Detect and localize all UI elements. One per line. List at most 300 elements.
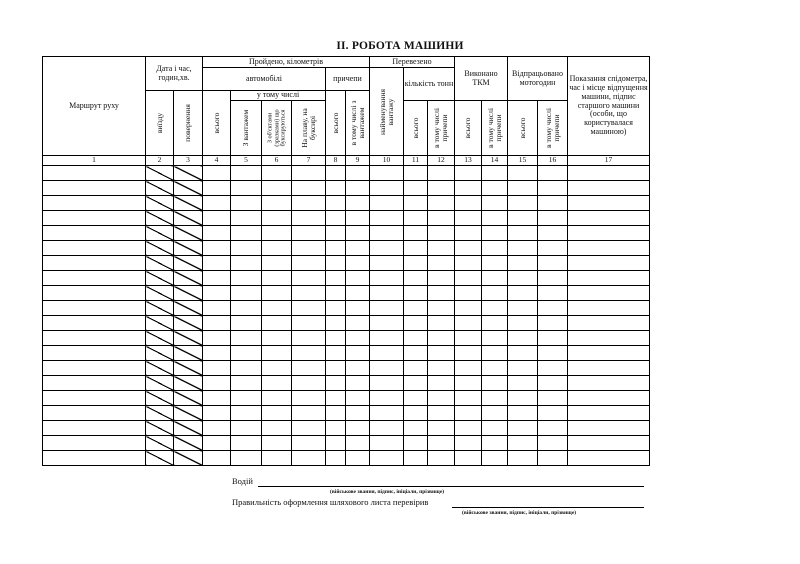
table-cell[interactable] <box>326 196 346 211</box>
table-cell[interactable] <box>538 286 568 301</box>
table-cell[interactable] <box>508 406 538 421</box>
table-cell[interactable] <box>568 211 650 226</box>
table-cell[interactable] <box>455 196 482 211</box>
table-cell[interactable] <box>326 166 346 181</box>
table-cell[interactable] <box>538 166 568 181</box>
table-cell[interactable] <box>292 196 326 211</box>
table-cell[interactable] <box>538 271 568 286</box>
table-cell[interactable] <box>508 256 538 271</box>
table-cell[interactable] <box>455 271 482 286</box>
table-cell[interactable] <box>482 226 508 241</box>
table-cell[interactable] <box>370 346 404 361</box>
table-cell[interactable] <box>326 181 346 196</box>
table-cell[interactable] <box>404 361 428 376</box>
table-cell[interactable] <box>482 166 508 181</box>
table-cell[interactable] <box>346 376 370 391</box>
table-cell[interactable] <box>568 406 650 421</box>
table-cell[interactable] <box>482 286 508 301</box>
table-cell[interactable] <box>292 331 326 346</box>
table-cell[interactable] <box>346 331 370 346</box>
table-cell[interactable] <box>370 436 404 451</box>
table-cell[interactable] <box>538 316 568 331</box>
table-cell[interactable] <box>538 361 568 376</box>
table-cell[interactable] <box>346 421 370 436</box>
table-cell[interactable] <box>482 316 508 331</box>
table-cell[interactable] <box>231 376 262 391</box>
table-cell[interactable] <box>568 376 650 391</box>
table-cell[interactable] <box>370 196 404 211</box>
table-cell[interactable] <box>346 196 370 211</box>
table-cell[interactable] <box>428 376 455 391</box>
table-cell[interactable] <box>326 376 346 391</box>
table-cell[interactable] <box>428 256 455 271</box>
table-cell[interactable] <box>346 166 370 181</box>
table-cell[interactable] <box>428 391 455 406</box>
table-cell[interactable] <box>326 436 346 451</box>
table-cell[interactable] <box>404 241 428 256</box>
table-cell[interactable] <box>482 256 508 271</box>
table-cell[interactable] <box>292 286 326 301</box>
table-cell[interactable] <box>370 391 404 406</box>
table-cell[interactable] <box>262 391 292 406</box>
table-cell[interactable] <box>482 196 508 211</box>
table-cell[interactable] <box>231 421 262 436</box>
table-cell[interactable] <box>370 376 404 391</box>
table-cell[interactable] <box>262 286 292 301</box>
table-cell[interactable] <box>203 181 231 196</box>
table-cell[interactable] <box>508 181 538 196</box>
table-cell[interactable] <box>538 406 568 421</box>
table-cell[interactable] <box>404 346 428 361</box>
table-cell[interactable] <box>568 346 650 361</box>
table-cell[interactable] <box>262 271 292 286</box>
table-cell[interactable] <box>428 211 455 226</box>
table-cell[interactable] <box>262 406 292 421</box>
table-cell[interactable] <box>203 316 231 331</box>
table-cell[interactable] <box>203 241 231 256</box>
table-cell[interactable] <box>508 301 538 316</box>
driver-signature-line[interactable] <box>258 486 644 487</box>
table-cell[interactable] <box>404 376 428 391</box>
table-cell[interactable] <box>326 211 346 226</box>
table-cell[interactable] <box>455 316 482 331</box>
table-cell[interactable] <box>455 421 482 436</box>
table-cell[interactable] <box>568 286 650 301</box>
table-cell[interactable] <box>43 451 146 466</box>
table-cell[interactable] <box>370 406 404 421</box>
table-cell[interactable] <box>538 241 568 256</box>
table-cell[interactable] <box>292 256 326 271</box>
table-cell[interactable] <box>346 241 370 256</box>
table-cell[interactable] <box>370 301 404 316</box>
table-cell[interactable] <box>404 271 428 286</box>
table-cell[interactable] <box>43 241 146 256</box>
table-cell[interactable] <box>43 166 146 181</box>
table-cell[interactable] <box>428 361 455 376</box>
table-cell[interactable] <box>346 271 370 286</box>
table-cell[interactable] <box>482 451 508 466</box>
table-cell[interactable] <box>231 391 262 406</box>
table-cell[interactable] <box>231 316 262 331</box>
table-cell[interactable] <box>292 211 326 226</box>
table-cell[interactable] <box>538 226 568 241</box>
table-cell[interactable] <box>326 421 346 436</box>
table-cell[interactable] <box>428 166 455 181</box>
table-cell[interactable] <box>292 166 326 181</box>
table-cell[interactable] <box>370 166 404 181</box>
table-cell[interactable] <box>370 361 404 376</box>
table-cell[interactable] <box>568 361 650 376</box>
table-cell[interactable] <box>231 406 262 421</box>
table-cell[interactable] <box>482 211 508 226</box>
table-cell[interactable] <box>203 391 231 406</box>
table-cell[interactable] <box>231 436 262 451</box>
table-cell[interactable] <box>326 361 346 376</box>
table-cell[interactable] <box>262 331 292 346</box>
table-cell[interactable] <box>43 181 146 196</box>
table-cell[interactable] <box>262 181 292 196</box>
table-cell[interactable] <box>538 421 568 436</box>
table-cell[interactable] <box>428 271 455 286</box>
table-cell[interactable] <box>370 451 404 466</box>
table-cell[interactable] <box>482 271 508 286</box>
table-cell[interactable] <box>203 361 231 376</box>
table-cell[interactable] <box>262 196 292 211</box>
table-cell[interactable] <box>43 226 146 241</box>
table-cell[interactable] <box>326 226 346 241</box>
table-cell[interactable] <box>455 226 482 241</box>
table-cell[interactable] <box>203 406 231 421</box>
table-cell[interactable] <box>568 256 650 271</box>
table-cell[interactable] <box>428 421 455 436</box>
table-cell[interactable] <box>231 226 262 241</box>
table-cell[interactable] <box>43 331 146 346</box>
table-cell[interactable] <box>455 301 482 316</box>
table-cell[interactable] <box>43 346 146 361</box>
table-cell[interactable] <box>482 421 508 436</box>
table-cell[interactable] <box>346 436 370 451</box>
table-cell[interactable] <box>231 451 262 466</box>
table-cell[interactable] <box>346 451 370 466</box>
table-cell[interactable] <box>203 166 231 181</box>
table-cell[interactable] <box>428 241 455 256</box>
table-cell[interactable] <box>231 346 262 361</box>
table-cell[interactable] <box>346 391 370 406</box>
table-cell[interactable] <box>231 166 262 181</box>
table-cell[interactable] <box>370 271 404 286</box>
table-cell[interactable] <box>370 256 404 271</box>
table-cell[interactable] <box>292 346 326 361</box>
table-cell[interactable] <box>482 346 508 361</box>
table-cell[interactable] <box>428 451 455 466</box>
table-cell[interactable] <box>455 436 482 451</box>
table-cell[interactable] <box>203 346 231 361</box>
table-cell[interactable] <box>404 181 428 196</box>
table-cell[interactable] <box>346 286 370 301</box>
table-cell[interactable] <box>568 196 650 211</box>
table-cell[interactable] <box>482 181 508 196</box>
table-cell[interactable] <box>404 196 428 211</box>
table-cell[interactable] <box>231 211 262 226</box>
table-cell[interactable] <box>568 241 650 256</box>
table-cell[interactable] <box>231 241 262 256</box>
table-cell[interactable] <box>326 391 346 406</box>
table-cell[interactable] <box>326 271 346 286</box>
table-cell[interactable] <box>428 196 455 211</box>
table-cell[interactable] <box>404 256 428 271</box>
table-cell[interactable] <box>326 406 346 421</box>
table-cell[interactable] <box>455 346 482 361</box>
table-cell[interactable] <box>203 226 231 241</box>
table-cell[interactable] <box>203 451 231 466</box>
table-cell[interactable] <box>538 391 568 406</box>
table-cell[interactable] <box>346 316 370 331</box>
table-cell[interactable] <box>262 301 292 316</box>
table-cell[interactable] <box>292 316 326 331</box>
table-cell[interactable] <box>538 346 568 361</box>
table-cell[interactable] <box>326 346 346 361</box>
table-cell[interactable] <box>203 421 231 436</box>
table-cell[interactable] <box>231 361 262 376</box>
table-cell[interactable] <box>292 436 326 451</box>
table-cell[interactable] <box>346 361 370 376</box>
table-cell[interactable] <box>43 196 146 211</box>
table-cell[interactable] <box>428 406 455 421</box>
table-cell[interactable] <box>568 421 650 436</box>
table-cell[interactable] <box>203 436 231 451</box>
table-cell[interactable] <box>428 346 455 361</box>
table-cell[interactable] <box>508 376 538 391</box>
table-cell[interactable] <box>404 211 428 226</box>
table-cell[interactable] <box>404 301 428 316</box>
table-cell[interactable] <box>292 406 326 421</box>
table-cell[interactable] <box>538 211 568 226</box>
table-cell[interactable] <box>370 286 404 301</box>
table-cell[interactable] <box>292 271 326 286</box>
table-cell[interactable] <box>508 316 538 331</box>
table-cell[interactable] <box>292 361 326 376</box>
table-cell[interactable] <box>262 376 292 391</box>
table-cell[interactable] <box>43 256 146 271</box>
table-cell[interactable] <box>455 451 482 466</box>
table-cell[interactable] <box>568 316 650 331</box>
table-cell[interactable] <box>568 271 650 286</box>
table-cell[interactable] <box>43 271 146 286</box>
table-cell[interactable] <box>508 331 538 346</box>
table-cell[interactable] <box>428 226 455 241</box>
table-cell[interactable] <box>292 301 326 316</box>
table-cell[interactable] <box>428 286 455 301</box>
checked-signature-line[interactable] <box>452 507 644 508</box>
table-cell[interactable] <box>482 331 508 346</box>
table-cell[interactable] <box>538 196 568 211</box>
table-cell[interactable] <box>568 331 650 346</box>
table-cell[interactable] <box>538 331 568 346</box>
table-cell[interactable] <box>43 376 146 391</box>
table-cell[interactable] <box>231 301 262 316</box>
table-cell[interactable] <box>231 286 262 301</box>
table-cell[interactable] <box>326 316 346 331</box>
table-cell[interactable] <box>203 256 231 271</box>
table-cell[interactable] <box>404 226 428 241</box>
table-cell[interactable] <box>370 316 404 331</box>
table-cell[interactable] <box>538 301 568 316</box>
table-cell[interactable] <box>292 226 326 241</box>
table-cell[interactable] <box>404 436 428 451</box>
table-cell[interactable] <box>568 226 650 241</box>
table-cell[interactable] <box>568 451 650 466</box>
table-cell[interactable] <box>455 376 482 391</box>
table-cell[interactable] <box>292 451 326 466</box>
table-cell[interactable] <box>203 331 231 346</box>
table-cell[interactable] <box>43 406 146 421</box>
table-cell[interactable] <box>455 391 482 406</box>
table-cell[interactable] <box>346 181 370 196</box>
table-cell[interactable] <box>508 211 538 226</box>
table-cell[interactable] <box>43 286 146 301</box>
table-cell[interactable] <box>326 286 346 301</box>
table-cell[interactable] <box>262 241 292 256</box>
table-cell[interactable] <box>262 256 292 271</box>
table-cell[interactable] <box>203 211 231 226</box>
table-cell[interactable] <box>262 166 292 181</box>
table-cell[interactable] <box>428 436 455 451</box>
table-cell[interactable] <box>262 361 292 376</box>
table-cell[interactable] <box>508 451 538 466</box>
table-cell[interactable] <box>568 301 650 316</box>
table-cell[interactable] <box>346 346 370 361</box>
table-cell[interactable] <box>404 406 428 421</box>
table-cell[interactable] <box>231 181 262 196</box>
table-cell[interactable] <box>538 181 568 196</box>
table-cell[interactable] <box>404 391 428 406</box>
table-cell[interactable] <box>231 271 262 286</box>
table-cell[interactable] <box>482 391 508 406</box>
table-cell[interactable] <box>346 301 370 316</box>
table-cell[interactable] <box>455 286 482 301</box>
table-cell[interactable] <box>292 421 326 436</box>
table-cell[interactable] <box>455 211 482 226</box>
table-cell[interactable] <box>538 376 568 391</box>
table-cell[interactable] <box>231 196 262 211</box>
table-cell[interactable] <box>482 406 508 421</box>
table-cell[interactable] <box>455 331 482 346</box>
table-cell[interactable] <box>538 436 568 451</box>
table-cell[interactable] <box>262 316 292 331</box>
table-cell[interactable] <box>428 181 455 196</box>
table-cell[interactable] <box>482 301 508 316</box>
table-cell[interactable] <box>455 241 482 256</box>
table-cell[interactable] <box>370 241 404 256</box>
table-cell[interactable] <box>370 331 404 346</box>
table-cell[interactable] <box>568 436 650 451</box>
table-cell[interactable] <box>568 181 650 196</box>
table-cell[interactable] <box>346 211 370 226</box>
table-cell[interactable] <box>346 406 370 421</box>
table-cell[interactable] <box>455 181 482 196</box>
table-cell[interactable] <box>262 226 292 241</box>
table-cell[interactable] <box>508 421 538 436</box>
table-cell[interactable] <box>508 196 538 211</box>
table-cell[interactable] <box>370 226 404 241</box>
table-cell[interactable] <box>508 436 538 451</box>
table-cell[interactable] <box>428 301 455 316</box>
table-cell[interactable] <box>482 241 508 256</box>
table-cell[interactable] <box>428 316 455 331</box>
table-cell[interactable] <box>262 436 292 451</box>
table-cell[interactable] <box>326 331 346 346</box>
table-cell[interactable] <box>231 256 262 271</box>
table-cell[interactable] <box>508 166 538 181</box>
table-cell[interactable] <box>370 211 404 226</box>
table-cell[interactable] <box>43 316 146 331</box>
table-cell[interactable] <box>370 421 404 436</box>
table-cell[interactable] <box>538 451 568 466</box>
table-cell[interactable] <box>346 226 370 241</box>
table-cell[interactable] <box>508 361 538 376</box>
table-cell[interactable] <box>326 301 346 316</box>
table-cell[interactable] <box>203 196 231 211</box>
table-cell[interactable] <box>346 256 370 271</box>
table-cell[interactable] <box>568 391 650 406</box>
table-cell[interactable] <box>203 376 231 391</box>
table-cell[interactable] <box>292 181 326 196</box>
table-cell[interactable] <box>482 436 508 451</box>
table-cell[interactable] <box>404 331 428 346</box>
table-cell[interactable] <box>292 391 326 406</box>
table-cell[interactable] <box>508 391 538 406</box>
table-cell[interactable] <box>326 241 346 256</box>
table-cell[interactable] <box>43 361 146 376</box>
table-cell[interactable] <box>404 286 428 301</box>
table-cell[interactable] <box>43 301 146 316</box>
table-cell[interactable] <box>508 241 538 256</box>
table-cell[interactable] <box>568 166 650 181</box>
table-cell[interactable] <box>404 316 428 331</box>
table-cell[interactable] <box>482 376 508 391</box>
table-cell[interactable] <box>508 226 538 241</box>
table-cell[interactable] <box>262 421 292 436</box>
table-cell[interactable] <box>370 181 404 196</box>
table-cell[interactable] <box>292 376 326 391</box>
table-cell[interactable] <box>203 301 231 316</box>
table-cell[interactable] <box>455 166 482 181</box>
table-cell[interactable] <box>482 361 508 376</box>
table-cell[interactable] <box>455 256 482 271</box>
table-cell[interactable] <box>508 271 538 286</box>
table-cell[interactable] <box>404 451 428 466</box>
table-cell[interactable] <box>508 286 538 301</box>
table-cell[interactable] <box>292 241 326 256</box>
table-cell[interactable] <box>404 421 428 436</box>
table-cell[interactable] <box>203 286 231 301</box>
table-cell[interactable] <box>231 331 262 346</box>
table-cell[interactable] <box>508 346 538 361</box>
table-cell[interactable] <box>203 271 231 286</box>
table-cell[interactable] <box>262 451 292 466</box>
table-cell[interactable] <box>404 166 428 181</box>
table-cell[interactable] <box>43 211 146 226</box>
table-cell[interactable] <box>455 406 482 421</box>
table-cell[interactable] <box>43 436 146 451</box>
table-cell[interactable] <box>538 256 568 271</box>
table-cell[interactable] <box>262 211 292 226</box>
table-cell[interactable] <box>262 346 292 361</box>
table-cell[interactable] <box>455 361 482 376</box>
table-cell[interactable] <box>43 391 146 406</box>
table-cell[interactable] <box>326 256 346 271</box>
table-cell[interactable] <box>43 421 146 436</box>
